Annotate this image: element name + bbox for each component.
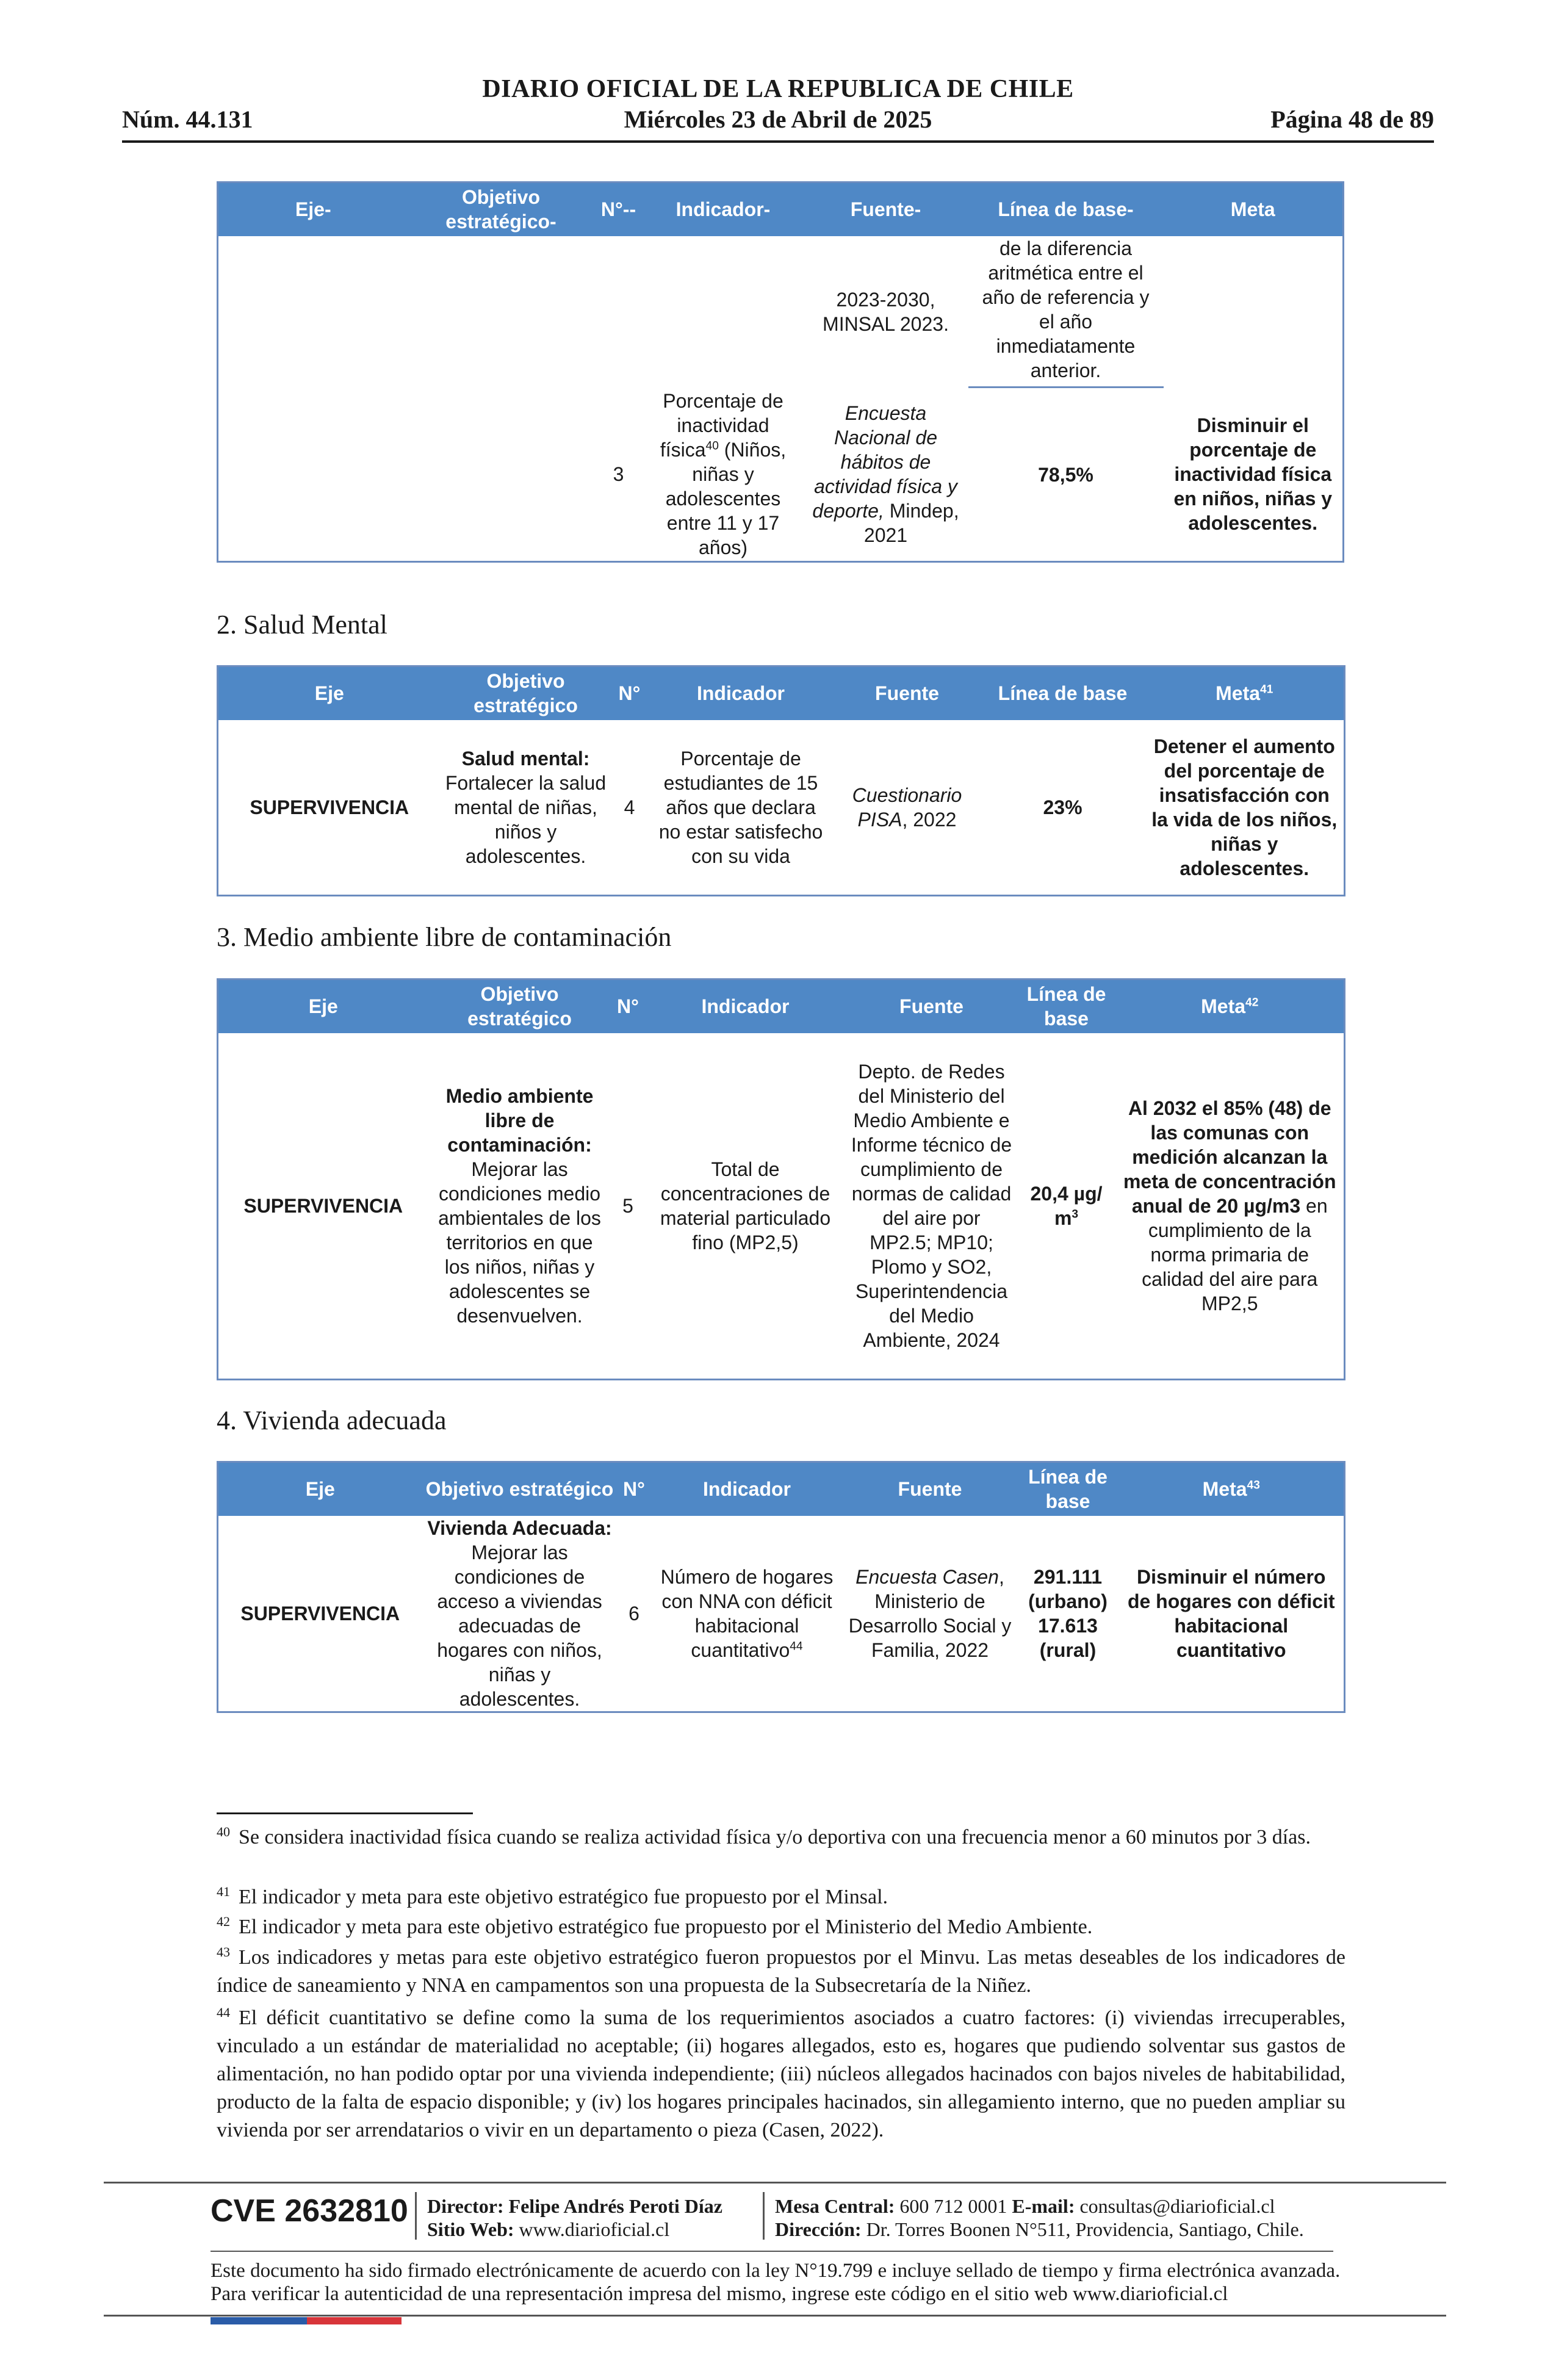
fuente-cell: Encuesta Casen, Ministerio de Desarrollo Social y Familia, 2022 <box>848 1565 1012 1661</box>
col-header-num: N° <box>611 666 648 720</box>
table-header-row <box>218 182 1344 236</box>
fuente-cell <box>804 236 968 388</box>
meta-cell: Al 2032 el 85% (48) de las comunas con medición alcanzan la meta de concentración anual de 20 µg/m3 en cumplimiento de la norma primaria de calidad del aire para MP2,5 <box>1123 1097 1336 1314</box>
fuente-cell: Encuesta Nacional de hábitos de actividad física y deporte, Mindep, 2021 <box>812 402 959 546</box>
cve-code: CVE 2632810 <box>211 2193 408 2229</box>
linea-cell: 291.111 (urbano) 17.613 (rural) <box>1028 1565 1108 1661</box>
table-row <box>218 236 1344 388</box>
indicador-cell: Porcentaje de inactividad física$^{40}$ (Niños, niñas y adolescentes entre 11 y 17 años) <box>660 389 787 558</box>
eje-cell: SUPERVIVENCIA <box>250 796 409 818</box>
col-header-num: N° <box>611 979 645 1033</box>
col-header-objetivo: Objetivo estratégico <box>441 666 611 720</box>
table-salud-mental <box>217 665 1345 896</box>
indicador-cell: Total de concentraciones de material particulado fino (MP2,5) <box>660 1158 831 1253</box>
flag-stripe-blue <box>211 2317 307 2324</box>
footnote-40: $^{40}$ Se considera inactividad física cuando se realiza actividad física y/o deportiva con una frecuencia menor a 60 minutos por 3 días. <box>217 1823 1311 1848</box>
section-title-vivienda: 4. Vivienda adecuada <box>217 1405 447 1435</box>
col-header-linea: Línea de base <box>1017 1462 1119 1516</box>
section-title-salud-mental: 2. Salud Mental <box>217 610 387 640</box>
table-row <box>218 1033 1345 1380</box>
col-header-fuente: Fuente <box>843 1462 1017 1516</box>
eje-cell: SUPERVIVENCIA <box>240 1602 400 1625</box>
col-header-meta: Meta$^{41}$ <box>1145 666 1345 720</box>
col-header-indicador: Indicador <box>645 979 846 1033</box>
footnote-divider <box>217 1812 473 1814</box>
linea-cell: 78,5% <box>1038 463 1093 486</box>
col-header-indicador: Indicador- <box>643 182 804 236</box>
table-header-row <box>218 666 1345 720</box>
page-number: Página 48 de 89 <box>1270 106 1434 133</box>
section-title-medio-ambiente: 3. Medio ambiente libre de contaminación <box>217 922 672 952</box>
col-header-eje: Eje <box>218 979 428 1033</box>
legal-notice: Este documento ha sido firmado electrónicamente de acuerdo con la ley N°19.799 e incluye sellado de tiempo y firma electrónica avanzada. Para verificar la autenticidad de una representación impresa del mismo, ingrese este código en el sitio web www.diarioficial.cl <box>211 2260 1341 2305</box>
num-cell: 5 <box>622 1194 633 1217</box>
col-header-num: N° <box>618 1462 651 1516</box>
table-row <box>218 720 1345 896</box>
fuente-cell: Cuestionario PISA, 2022 <box>852 784 962 831</box>
col-header-fuente: Fuente- <box>804 182 968 236</box>
col-header-num: N°-- <box>594 182 643 236</box>
table-vivienda <box>217 1461 1345 1713</box>
flag-stripe-red <box>307 2317 402 2324</box>
col-header-indicador: Indicador <box>648 666 834 720</box>
indicador-cell: Número de hogares con NNA con déficit habitacional cuantitativo$^{44}$ <box>660 1565 834 1661</box>
footnote-41: $^{41}$ El indicador y meta para este objetivo estratégico fue propuesto por el Minsal. <box>217 1883 888 1908</box>
col-header-meta: Meta <box>1164 182 1344 236</box>
footer-separator <box>415 2192 417 2240</box>
objetivo-cell: Salud mental: Fortalecer la salud mental de niñas, niños y adolescentes. <box>445 747 607 867</box>
footer-divider-bottom <box>104 2315 1446 2317</box>
objetivo-cell: Medio ambiente libre de contaminación: Mejorar las condiciones medio ambientales de los territorios en que los niños, niñas y adolescentes se desenvuelven. <box>438 1084 601 1327</box>
num-cell: 4 <box>624 796 635 818</box>
col-header-eje: Eje- <box>218 182 408 236</box>
col-header-objetivo: Objetivo estratégico <box>422 1462 618 1516</box>
col-header-linea: Línea de base- <box>968 182 1164 236</box>
linea-cell <box>968 236 1164 388</box>
table-row <box>218 388 1344 562</box>
col-header-fuente: Fuente <box>834 666 981 720</box>
footnote-43: $^{43}$ Los indicadores y metas para este objetivo estratégico fueron propuestos por el Minvu. Las metas deseables de los indicadores de índice de saneamiento y NNA en campamentos son una propuesta de la Subsecretaría de la Niñez. <box>217 1944 1345 1997</box>
header-divider <box>122 140 1434 143</box>
linea-text: de la diferencia aritmética entre el año de referencia y el año inmediatamente anterior. <box>982 237 1150 381</box>
table-header-row <box>218 1462 1345 1516</box>
table-row <box>218 1516 1345 1712</box>
linea-cell: 23% <box>1043 796 1082 818</box>
table-header-row <box>218 979 1345 1033</box>
num-cell: 6 <box>629 1602 639 1625</box>
col-header-eje: Eje <box>218 1462 422 1516</box>
meta-cell: Detener el aumento del porcentaje de insatisfacción con la vida de los niños, niñas y adolescentes. <box>1151 735 1338 879</box>
fuente-text: 2023-2030, MINSAL 2023. <box>823 288 949 335</box>
table-continued <box>217 181 1344 563</box>
col-header-objetivo: Objetivo estratégico <box>428 979 611 1033</box>
newspaper-title: DIARIO OFICIAL DE LA REPUBLICA DE CHILE <box>482 75 1074 103</box>
issue-date: Miércoles 23 de Abril de 2025 <box>624 106 932 133</box>
eje-cell: SUPERVIVENCIA <box>243 1194 403 1217</box>
fuente-cell: Depto. de Redes del Ministerio del Medio Ambiente e Informe técnico de cumplimiento de normas de calidad del aire por MP2.5; MP10; Plomo y SO2, Superintendencia del Medio Ambiente, 2024 <box>851 1060 1012 1351</box>
website-line: Sitio Web: www.diarioficial.cl <box>427 2218 670 2240</box>
linea-cell: 20,4 µg/ $m^3$ <box>1030 1182 1103 1229</box>
footer-separator <box>763 2192 765 2240</box>
num-cell: 3 <box>613 463 624 485</box>
col-header-meta: Meta$^{42}$ <box>1116 979 1345 1033</box>
footer-divider-middle <box>211 2251 1333 2252</box>
footer-divider-top <box>104 2182 1446 2183</box>
email-link[interactable]: consultas@diarioficial.cl <box>1079 2195 1275 2217</box>
table-medio-ambiente <box>217 978 1345 1380</box>
issue-number: Núm. 44.131 <box>122 106 253 133</box>
col-header-meta: Meta$^{43}$ <box>1119 1462 1345 1516</box>
col-header-indicador: Indicador <box>651 1462 843 1516</box>
footnote-44: $^{44}$ El déficit cuantitativo se define como la suma de los requerimientos asociados a cuatro factores: (i) viviendas irrecuperables, vinculado a un estándar de materialidad no aceptable; (ii) hogares allegados, esto es, hogares que pudiendo solventar sus gastos de alimentación, no han podido optar por una vivienda independiente; (iii) núcleos allegados hacinados con bajos niveles de habitabilidad, producto de la falta de espacio disponible; y (iv) los hogares principales hacinados, sin allegamiento interno, que no pueden ampliar su vivienda por ser arrendatarios o vivir en un departamento o pieza (Casen, 2022). <box>217 2004 1345 2141</box>
col-header-linea: Línea de base <box>1017 979 1116 1033</box>
indicador-cell: Porcentaje de estudiantes de 15 años que declara no estar satisfecho con su vida <box>658 747 823 867</box>
footnote-42: $^{42}$ El indicador y meta para este objetivo estratégico fue propuesto por el Ministerio del Medio Ambiente. <box>217 1913 1093 1938</box>
objetivo-cell: Vivienda Adecuada: Mejorar las condiciones de acceso a viviendas adecuadas de hogares con niños, niñas y adolescentes. <box>427 1516 612 1710</box>
col-header-objetivo: Objetivo estratégico- <box>408 182 594 236</box>
director-line: Director: Felipe Andrés Peroti Díaz <box>427 2195 722 2217</box>
meta-cell: Disminuir el número de hogares con déficit habitacional cuantitativo <box>1127 1565 1335 1661</box>
address-line: Dirección: Dr. Torres Boonen N°511, Providencia, Santiago, Chile. <box>775 2218 1304 2240</box>
contact-line: Mesa Central: 600 712 0001 E-mail: consultas@diarioficial.cl <box>775 2195 1275 2217</box>
col-header-eje: Eje <box>218 666 441 720</box>
col-header-fuente: Fuente <box>846 979 1017 1033</box>
meta-cell: Disminuir el porcentaje de inactividad física en niños, niñas y adolescentes. <box>1173 414 1333 534</box>
website-link[interactable]: www.diarioficial.cl <box>519 2218 670 2240</box>
col-header-linea: Línea de base <box>981 666 1145 720</box>
